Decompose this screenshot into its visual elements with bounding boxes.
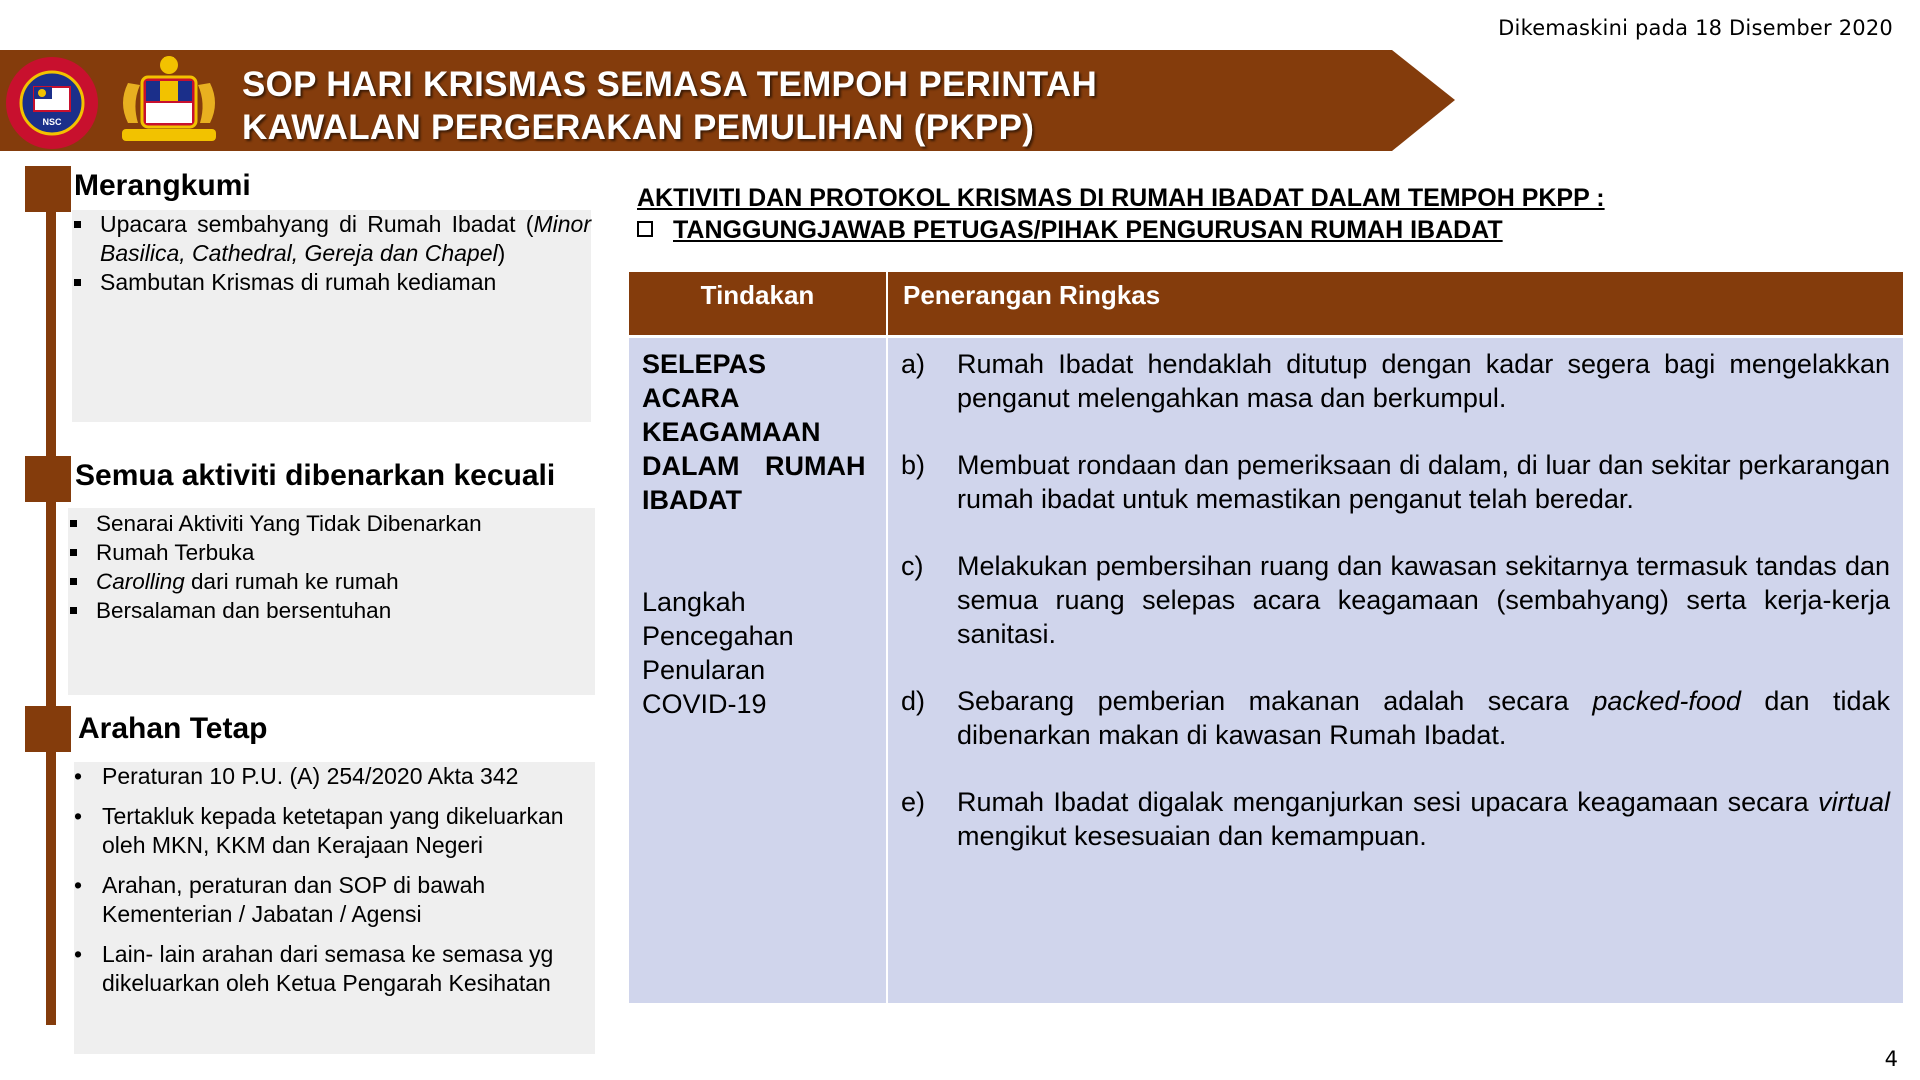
tindakan-bold-line: KEAGAMAAN — [642, 417, 821, 447]
tindakan-line: Pencegahan — [642, 621, 794, 651]
tindakan-bold-line: DALAM RUMAH — [642, 451, 866, 481]
penerangan-item-d: d) Sebarang pemberian makanan adalah secara packed-food dan tidak dibenarkan makan di kawasan Rumah Ibadat. — [901, 686, 1890, 750]
merangkumi-box — [72, 210, 591, 422]
merangkumi-title: Merangkumi — [74, 169, 251, 202]
tindakan-bold-line: SELEPAS — [642, 349, 767, 379]
table-header-penerangan: Penerangan Ringkas — [888, 272, 1903, 335]
table-cell-tindakan — [629, 338, 886, 1003]
penerangan-item-b: b) Membuat rondaan dan pemeriksaan di dalam, di luar dan sekitar perkarangan rumah ibadat untuk memastikan penganut telah beredar. — [901, 450, 1890, 514]
kecuali-item-4: Bersalaman dan bersentuhan — [68, 596, 595, 625]
penerangan-list — [901, 347, 1890, 853]
tindakan-line: Langkah — [642, 587, 746, 617]
kecuali-title: Semua aktiviti dibenarkan kecuali — [75, 459, 556, 492]
timeline-marker-kecuali — [25, 456, 71, 502]
tindakan-line: Penularan — [642, 655, 766, 685]
merangkumi-item-1: Upacara sembahyang di Rumah Ibadat (Minor Basilica, Cathedral, Gereja dan Chapel) — [72, 210, 591, 268]
penerangan-item-c: c) Melakukan pembersihan ruang dan kawasan sekitarnya termasuk tandas dan semua ruang selepas acara keagamaan (sembahyang) serta kerja-kerja sanitasi. — [901, 551, 1890, 649]
table-cell-penerangan — [888, 338, 1903, 1003]
tindakan-bold-line: IBADAT — [642, 485, 742, 515]
page-title-line2: KAWALAN PERGERAKAN PEMULIHAN (PKPP) — [242, 108, 1035, 147]
tindakan-line: COVID-19 — [642, 689, 767, 719]
arahan-box — [74, 762, 595, 1054]
page-title — [242, 63, 1097, 149]
page-title-line1: SOP HARI KRISMAS SEMASA TEMPOH PERINTAH — [242, 65, 1098, 104]
arahan-list — [74, 762, 595, 998]
kecuali-box — [68, 508, 595, 695]
merangkumi-list — [72, 210, 591, 297]
tindakan-text — [642, 347, 873, 721]
section-heading — [637, 182, 1605, 246]
kecuali-item-1: Senarai Aktiviti Yang Tidak Dibenarkan — [68, 509, 595, 538]
merangkumi-item-2: Sambutan Krismas di rumah kediaman — [72, 268, 591, 297]
penerangan-item-e: e) Rumah Ibadat digalak menganjurkan sesi upacara keagamaan secara virtual mengikut kesesuaian dan kemampuan. — [901, 787, 1890, 851]
updated-date: Dikemaskini pada 18 Disember 2020 — [1498, 16, 1893, 40]
arahan-item-4: • Lain- lain arahan dari semasa ke semasa yg dikeluarkan oleh Ketua Pengarah Kesihatan — [74, 940, 587, 998]
heading-line2: TANGGUNGJAWAB PETUGAS/PIHAK PENGURUSAN RUMAH IBADAT — [637, 214, 1605, 246]
timeline-marker-arahan — [25, 706, 71, 752]
kecuali-item-2: Rumah Terbuka — [68, 538, 595, 567]
checkbox-icon — [637, 221, 653, 237]
tindakan-bold-line: ACARA — [642, 383, 740, 413]
nsc-logo-label: NSC — [42, 117, 62, 127]
penerangan-item-a: a) Rumah Ibadat hendaklah ditutup dengan kadar segera bagi mengelakkan penganut melengahkan masa dan berkumpul. — [901, 349, 1890, 413]
title-banner — [0, 50, 1455, 151]
arahan-item-1: • Peraturan 10 P.U. (A) 254/2020 Akta 342 — [74, 762, 587, 791]
page-number: 4 — [1884, 1047, 1898, 1071]
timeline-bar — [46, 180, 56, 1025]
kecuali-list — [68, 508, 595, 625]
timeline-marker-merangkumi — [25, 166, 71, 212]
kecuali-item-3: Carolling dari rumah ke rumah — [68, 567, 595, 596]
arahan-item-3: • Arahan, peraturan dan SOP di bawah Kementerian / Jabatan / Agensi — [74, 871, 587, 929]
arahan-title: Arahan Tetap — [78, 712, 268, 745]
heading-line1: AKTIVITI DAN PROTOKOL KRISMAS DI RUMAH IBADAT DALAM TEMPOH PKPP : — [637, 184, 1605, 212]
table-header-tindakan: Tindakan — [629, 272, 886, 335]
arahan-item-2: • Tertakluk kepada ketetapan yang dikeluarkan oleh MKN, KKM dan Kerajaan Negeri — [74, 802, 587, 860]
